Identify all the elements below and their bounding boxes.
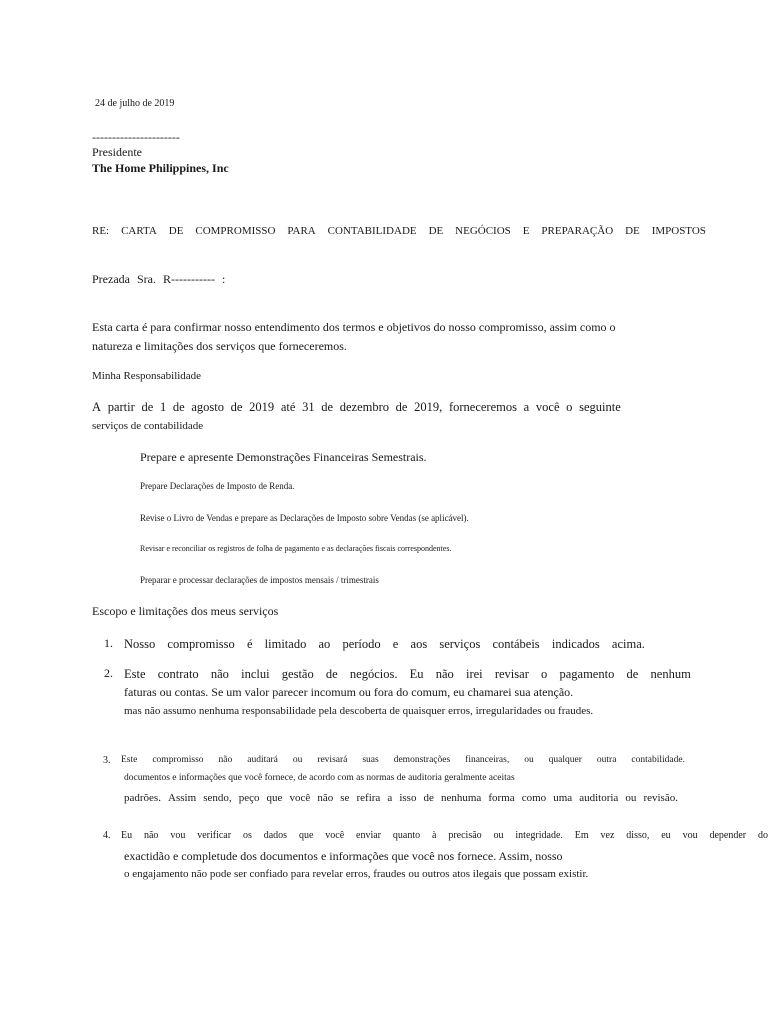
word: a <box>523 400 530 414</box>
word: de <box>321 400 334 414</box>
word: irei <box>465 667 483 681</box>
word: até <box>280 400 296 414</box>
service-item: Preparar e processar declarações de impostos mensais / trimestrais <box>140 575 379 585</box>
word: vez <box>600 830 615 841</box>
word: E <box>522 225 530 237</box>
word: ao <box>318 637 331 651</box>
word: vou <box>682 830 698 841</box>
word: ou <box>292 755 303 765</box>
list-item-3-line-1 <box>121 755 685 766</box>
list-number: 3. <box>103 755 111 766</box>
word: Prezada <box>92 272 130 286</box>
word: 1 <box>159 400 167 414</box>
word: Em <box>574 830 589 841</box>
word: nenhum <box>650 667 691 681</box>
word: revisará <box>317 755 348 765</box>
word: contábeis <box>492 637 540 651</box>
section-heading-responsibility: Minha Responsabilidade <box>92 370 202 382</box>
recipient-company: The Home Philippines, Inc <box>92 161 229 175</box>
word: agosto <box>191 400 224 414</box>
list-number: 1. <box>104 636 113 650</box>
word: é <box>246 637 253 651</box>
word: DE <box>428 225 444 237</box>
re-line <box>92 225 706 238</box>
list-item-1-line-1 <box>124 637 645 651</box>
list-item-4-line-1 <box>121 830 768 842</box>
intro-line-2: natureza e limitações dos serviços que forneceremos. <box>92 339 347 353</box>
word: serviços <box>439 637 481 651</box>
word: partir <box>107 400 135 414</box>
word: auditoria <box>579 792 619 804</box>
word: período <box>342 637 381 651</box>
word: a <box>387 792 393 804</box>
word: RE: <box>92 225 110 237</box>
word: refira <box>356 792 381 804</box>
word: e <box>392 637 399 651</box>
word: seguinte <box>579 400 621 414</box>
word: peço <box>238 792 260 804</box>
word: Sra. <box>136 272 156 286</box>
word: de <box>172 400 185 414</box>
word: compromisso <box>152 755 204 765</box>
word: A <box>92 400 102 414</box>
word: não <box>435 667 454 681</box>
word: padrões. <box>124 792 161 804</box>
word: indicados <box>551 637 600 651</box>
word: o <box>566 400 573 414</box>
list-number: 2. <box>104 666 113 680</box>
word: dezembro <box>339 400 389 414</box>
word: CARTA <box>121 225 157 237</box>
salutation <box>92 273 225 287</box>
signature-line: ---------------------- <box>92 130 180 144</box>
service-item: Prepare e apresente Demonstrações Financeiras Semestrais. <box>140 450 427 464</box>
word: não <box>143 830 159 841</box>
list-item-2-line-3: mas não assumo nenhuma responsabilidade pela descoberta de quaisquer erros, irregularidades ou fraudes. <box>124 705 594 717</box>
word: compromisso <box>167 637 235 651</box>
word: inclui <box>241 667 270 681</box>
word: NEGÓCIOS <box>455 225 511 237</box>
word: aos <box>410 637 428 651</box>
word: precisão <box>448 830 482 841</box>
list-item-3-line-2: documentos e informações que você fornece, de acordo com as normas de auditoria geralmente aceitas <box>124 773 515 783</box>
word: ou <box>625 792 637 804</box>
word: de <box>141 400 154 414</box>
service-item: Revisar e reconciliar os registros de folha de pagamento e as declarações fiscais correspondentes. <box>140 544 452 553</box>
word: auditará <box>247 755 278 765</box>
word: ou <box>524 755 534 765</box>
word: não <box>210 667 229 681</box>
word: verificar <box>197 830 232 841</box>
recipient-title: Presidente <box>92 145 142 159</box>
word: ou <box>493 830 504 841</box>
word: sendo, <box>203 792 232 804</box>
word: você <box>535 400 560 414</box>
word: negócios. <box>349 667 398 681</box>
word: o <box>541 667 548 681</box>
word: forneceremos <box>448 400 517 414</box>
word: dados <box>263 830 288 841</box>
intro-line-1: Esta carta é para confirmar nosso entendimento dos termos e objetivos do nosso compromisso, assim como o <box>92 320 616 334</box>
word: demonstrações <box>393 755 451 765</box>
service-item: Revise o Livro de Vendas e prepare as Declarações de Imposto sobre Vendas (se aplicável). <box>140 513 469 523</box>
word: vou <box>170 830 186 841</box>
word: outra <box>596 755 617 765</box>
word: CONTABILIDADE <box>327 225 417 237</box>
word: não <box>317 792 334 804</box>
word: se <box>340 792 350 804</box>
services-intro-line-2: serviços de contabilidade <box>92 420 204 432</box>
letter-date: 24 de julho de 2019 <box>95 98 175 109</box>
word: DE <box>168 225 184 237</box>
word: Eu <box>409 667 424 681</box>
word: gestão <box>281 667 314 681</box>
word: quanto <box>392 830 421 841</box>
word: IMPOSTOS <box>651 225 706 237</box>
word: contrato <box>157 667 199 681</box>
service-item: Prepare Declarações de Imposto de Renda. <box>140 481 295 491</box>
word: COMPROMISSO <box>195 225 276 237</box>
list-item-4-line-3: o engajamento não pode ser confiado para revelar erros, fraudes ou outros atos ilegais que possam existir. <box>124 868 589 880</box>
word: de <box>325 667 338 681</box>
list-number: 4. <box>103 830 111 841</box>
list-item-2-line-2: faturas ou contas. Se um valor parecer incomum ou fora do comum, eu chamarei sua atenção. <box>124 685 574 699</box>
services-intro-line-1 <box>92 400 621 414</box>
word: suas <box>362 755 379 765</box>
word: que <box>266 792 283 804</box>
word: integridade. <box>515 830 563 841</box>
word: de <box>230 400 243 414</box>
word: disso, <box>626 830 650 841</box>
word: que <box>298 830 314 841</box>
word: Eu <box>121 830 133 841</box>
word: DE <box>625 225 640 237</box>
word: de <box>395 400 408 414</box>
word: você <box>289 792 311 804</box>
list-item-4-line-2: exactidão e completude dos documentos e informações que você nos fornece. Assim, nosso <box>124 849 563 863</box>
list-item-2-line-1 <box>124 667 691 681</box>
word: Nosso <box>124 637 156 651</box>
section-heading-scope: Escopo e limitações dos meus serviços <box>92 604 279 618</box>
word: os <box>242 830 252 841</box>
word: PARA <box>287 225 316 237</box>
word: Assim <box>168 792 197 804</box>
word: financeiras, <box>465 755 510 765</box>
word: não <box>218 755 233 765</box>
word: R----------- <box>162 272 215 286</box>
word: depender <box>709 830 747 841</box>
word: revisar <box>494 667 529 681</box>
word: Este <box>121 755 138 765</box>
word: : <box>221 272 226 286</box>
word: eu <box>661 830 671 841</box>
word: nenhuma <box>440 792 482 804</box>
list-item-3-line-3 <box>124 792 678 805</box>
word: isso <box>399 792 417 804</box>
word: forma <box>488 792 515 804</box>
word: qualquer <box>548 755 582 765</box>
word: Este <box>124 667 146 681</box>
word: pagamento <box>559 667 615 681</box>
word: enviar <box>356 830 382 841</box>
word: acima. <box>611 637 645 651</box>
word: do <box>757 830 768 841</box>
word: você <box>325 830 345 841</box>
word: como <box>521 792 547 804</box>
word: de <box>626 667 639 681</box>
word: 2019, <box>414 400 443 414</box>
word: PREPARAÇÃO <box>541 225 614 237</box>
word: à <box>432 830 437 841</box>
word: revisão. <box>643 792 678 804</box>
word: uma <box>553 792 573 804</box>
word: limitado <box>264 637 307 651</box>
word: 31 <box>302 400 315 414</box>
word: 2019 <box>249 400 275 414</box>
word: de <box>423 792 434 804</box>
word: contabilidade. <box>631 755 685 765</box>
